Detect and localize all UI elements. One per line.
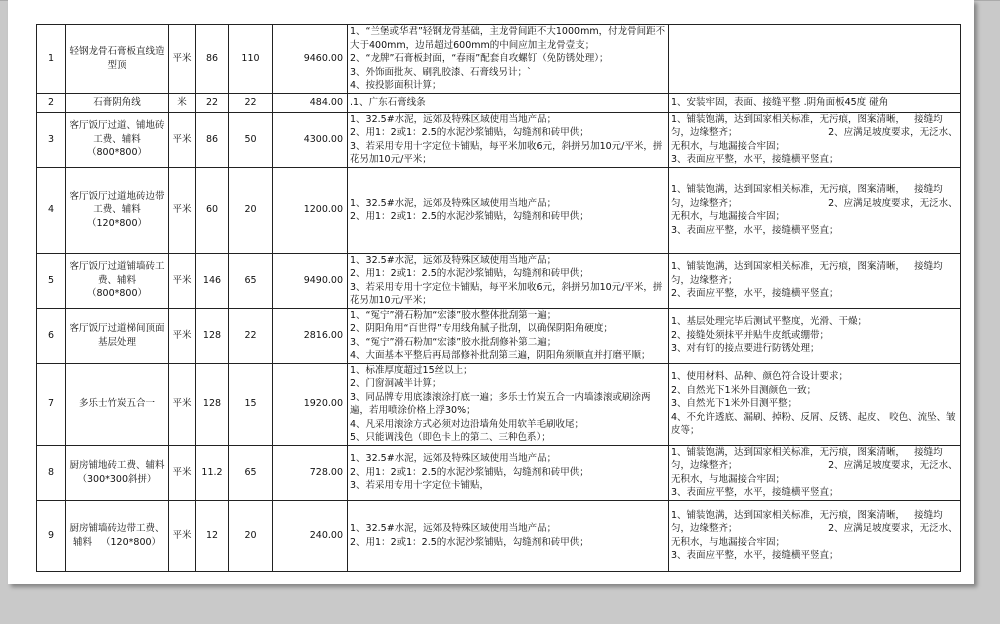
row-number: 1	[37, 25, 66, 94]
unit: 平米	[169, 363, 196, 445]
row-number: 7	[37, 363, 66, 445]
table-row	[37, 253, 961, 308]
total-amount: 2816.00	[273, 308, 348, 363]
total-amount: 484.00	[273, 93, 348, 112]
spreadsheet-page	[8, 0, 974, 584]
item-name: 轻钢龙骨石膏板直线造型顶	[66, 25, 169, 94]
unit: 平米	[169, 167, 196, 253]
materials-description: 1、“兰堡或华君”轻钢龙骨基础，主龙骨间距不大1000mm，付龙骨间距不大于400mm，边吊超过600mm的中间应加主龙骨壹支； 2、“龙牌”石膏板封面，“春雨”配套自攻螺钉（免防锈处理）； 3、外饰面批灰、刷乳胶漆、石膏线另计；` 4、按投影面积计算；	[348, 25, 669, 94]
quote-table	[36, 24, 961, 572]
item-name: 多乐士竹炭五合一	[66, 363, 169, 445]
item-name: 客厅饭厅过道铺墙砖工费、辅料 （800*800）	[66, 253, 169, 308]
row-number: 3	[37, 112, 66, 167]
unit-price: 20	[229, 500, 273, 571]
row-number: 9	[37, 500, 66, 571]
quality-standard: 1、铺装饱满，达到国家相关标准，无污痕，图案清晰， 接缝均匀，边缘整齐； 2、应满足坡度要求，无泛水、无积水，与地漏接合牢固； 3、表面应平整，水平，接缝横平竖直；	[669, 445, 961, 500]
quantity: 22	[196, 93, 229, 112]
item-name: 客厅饭厅过道地砖边带工费、辅料 （120*800）	[66, 167, 169, 253]
total-amount: 1920.00	[273, 363, 348, 445]
row-number: 8	[37, 445, 66, 500]
unit: 平米	[169, 445, 196, 500]
row-number: 5	[37, 253, 66, 308]
unit-price: 22	[229, 93, 273, 112]
table-row	[37, 363, 961, 445]
materials-description: 1、32.5#水泥，远郊及特殊区域使用当地产品； 2、用1：2或1：2.5的水泥沙浆铺贴，勾缝剂和砖甲供；	[348, 500, 669, 571]
materials-description: .1、广东石膏线条	[348, 93, 669, 112]
quantity: 128	[196, 363, 229, 445]
item-name: 厨房铺墙砖边带工费、辅料 （120*800）	[66, 500, 169, 571]
unit: 平米	[169, 253, 196, 308]
table-row	[37, 500, 961, 571]
total-amount: 9460.00	[273, 25, 348, 94]
unit-price: 15	[229, 363, 273, 445]
quality-standard: 1、铺装饱满，达到国家相关标准，无污痕，图案清晰， 接缝均匀，边缘整齐； 2、应满足坡度要求，无泛水、无积水，与地漏接合牢固； 3、表面应平整，水平，接缝横平竖直；	[669, 112, 961, 167]
item-name: 厨房铺地砖工费、辅料 （300*300斜拼）	[66, 445, 169, 500]
quality-standard: 1、基层处理完毕后测试平整度，光滑、干燥； 2、接缝处须抹平并贴牛皮纸或绷带； 3、对有钉的接点要进行防锈处理；	[669, 308, 961, 363]
quality-standard: 1、铺装饱满，达到国家相关标准，无污痕，图案清晰， 接缝均匀，边缘整齐； 2、应满足坡度要求，无泛水、无积水，与地漏接合牢固； 3、表面应平整，水平，接缝横平竖直；	[669, 167, 961, 253]
unit: 平米	[169, 25, 196, 94]
materials-description: 1、32.5#水泥，远郊及特殊区域使用当地产品； 2、用1：2或1：2.5的水泥沙浆铺贴，勾缝剂和砖甲供； 3、若采用专用十字定位卡铺贴，每平米加收6元，斜拼另加10元/平米，拼花另加10元/平米；	[348, 112, 669, 167]
materials-description: 1、标准厚度超过15丝以上； 2、门窗洞减半计算； 3、同品牌专用底漆滚涂打底一遍；多乐士竹炭五合一内墙漆滚或刷涂两遍，若用喷涂价格上浮30%； 4、凡采用滚涂方式必须对边沿墙角处用软羊毛刷收尾； 5、只能调浅色（即色卡上的第二、三种色系）；	[348, 363, 669, 445]
row-number: 4	[37, 167, 66, 253]
table-row	[37, 308, 961, 363]
quantity: 60	[196, 167, 229, 253]
unit: 平米	[169, 308, 196, 363]
table-row	[37, 445, 961, 500]
item-name: 石膏阴角线	[66, 93, 169, 112]
quality-standard: 1、铺装饱满，达到国家相关标准，无污痕，图案清晰， 接缝均匀，边缘整齐； 2、应满足坡度要求，无泛水、无积水，与地漏接合牢固； 3、表面应平整，水平，接缝横平竖直；	[669, 500, 961, 571]
quantity: 146	[196, 253, 229, 308]
table-row	[37, 25, 961, 94]
unit-price: 110	[229, 25, 273, 94]
total-amount: 1200.00	[273, 167, 348, 253]
table-row	[37, 112, 961, 167]
unit: 平米	[169, 500, 196, 571]
total-amount: 4300.00	[273, 112, 348, 167]
total-amount: 728.00	[273, 445, 348, 500]
row-number: 2	[37, 93, 66, 112]
unit-price: 50	[229, 112, 273, 167]
quality-standard	[669, 25, 961, 94]
quantity: 11.2	[196, 445, 229, 500]
unit: 平米	[169, 112, 196, 167]
unit: 米	[169, 93, 196, 112]
materials-description: 1、32.5#水泥，远郊及特殊区域使用当地产品； 2、用1：2或1：2.5的水泥沙浆铺贴，勾缝剂和砖甲供；	[348, 167, 669, 253]
item-name: 客厅饭厅过道梯间顶面基层处理	[66, 308, 169, 363]
item-name: 客厅饭厅过道、铺地砖工费、辅料 （800*800）	[66, 112, 169, 167]
materials-description: 1、“冤宁”滑石粉加“宏漆”胶水整体批刮第一遍； 2、阴阳角用“百世得”专用线角腻子批刮，以确保阴阳角硬度； 3、“冤宁”滑石粉加“宏漆”胶水批刮修补第二遍； 4、大面基本平整后再局部修补批刮第三遍，阴阳角须顺直并打磨平顺；	[348, 308, 669, 363]
unit-price: 22	[229, 308, 273, 363]
quantity: 86	[196, 112, 229, 167]
materials-description: 1、32.5#水泥，远郊及特殊区域使用当地产品； 2、用1：2或1：2.5的水泥沙浆铺贴，勾缝剂和砖甲供； 3、若采用专用十字定位卡铺贴，每平米加收6元，斜拼另加10元/平米，拼花另加10元/平米；	[348, 253, 669, 308]
row-number: 6	[37, 308, 66, 363]
unit-price: 20	[229, 167, 273, 253]
table-row	[37, 93, 961, 112]
quality-standard: 1、使用材料、品种、颜色符合设计要求； 2、自然光下1米外目测颜色一致； 3、自然光下1米外目测平整； 4、不允许透底、漏刷、掉粉、反屑、反锈、起皮、 咬色、流坠、皱皮等；	[669, 363, 961, 445]
quantity: 86	[196, 25, 229, 94]
total-amount: 240.00	[273, 500, 348, 571]
table-row	[37, 167, 961, 253]
total-amount: 9490.00	[273, 253, 348, 308]
quantity: 128	[196, 308, 229, 363]
quantity: 12	[196, 500, 229, 571]
unit-price: 65	[229, 253, 273, 308]
quality-standard: 1、安装牢固，表面、接缝平整 .阴角面板45度 碰角	[669, 93, 961, 112]
unit-price: 65	[229, 445, 273, 500]
quality-standard: 1、铺装饱满，达到国家相关标准，无污痕，图案清晰， 接缝均匀，边缘整齐； 2、表面应平整，水平，接缝横平竖直；	[669, 253, 961, 308]
materials-description: 1、32.5#水泥，远郊及特殊区域使用当地产品； 2、用1：2或1：2.5的水泥沙浆铺贴，勾缝剂和砖甲供； 3、若采用专用十字定位卡铺贴，	[348, 445, 669, 500]
